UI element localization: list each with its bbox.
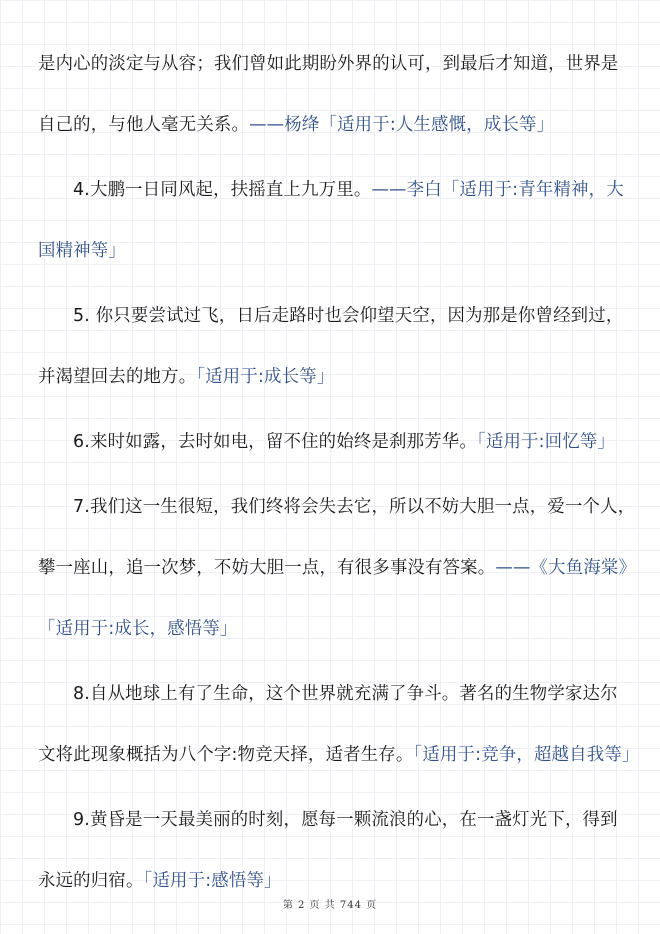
text-run: 4.大鹏一日同风起，扶摇直上九万里。 <box>73 180 372 200</box>
text-line <box>38 44 628 105</box>
text-run: 并渴望回去的地方。 <box>38 367 197 387</box>
text-line <box>38 800 628 861</box>
quote-paragraph <box>38 296 628 418</box>
source-annotation: ——杨绛「适用于:人生感慨，成长等」 <box>249 115 555 135</box>
text-run: 6.来时如露，去时如电，留不住的始终是刹那芳华。 <box>73 432 477 452</box>
text-run: 永远的归宿。 <box>38 871 144 891</box>
text-run: 5. 你只要尝试过飞，日后走路时也会仰望天空，因为那是你曾经到过， <box>73 306 624 326</box>
source-annotation: 「适用于:成长等」 <box>196 367 335 387</box>
text-run: 7.我们这一生很短，我们终将会失去它，所以不妨大胆一点，爱一个人， <box>73 497 636 517</box>
text-line <box>38 609 628 670</box>
text-run: 攀一座山，追一次梦，不妨大胆一点，有很多事没有答案。 <box>38 558 496 578</box>
source-annotation: ——李白「适用于:青年精神，大 <box>371 180 624 200</box>
text-line <box>38 231 628 292</box>
source-annotation: 「适用于:竞争，超越自我等」 <box>413 745 640 765</box>
document-body <box>38 44 640 926</box>
source-annotation: 「适用于:感悟等」 <box>143 871 282 891</box>
text-line <box>38 357 628 418</box>
source-annotation: 「适用于:回忆等」 <box>477 432 616 452</box>
quote-paragraph <box>38 170 628 292</box>
text-line <box>38 861 628 922</box>
text-line <box>38 487 636 548</box>
text-line <box>38 548 637 609</box>
quote-paragraph <box>38 674 640 796</box>
text-run: 9.黄昏是一天最美丽的时刻，愿每一颗流浪的心，在一盏灯光下，得到 <box>73 810 618 830</box>
quote-paragraph <box>38 487 637 670</box>
page-number-footer: 第 2 页 共 744 页 <box>282 900 378 911</box>
text-line <box>38 735 640 796</box>
text-line <box>38 170 628 231</box>
text-line <box>38 674 628 735</box>
source-annotation: ——《大鱼海棠》 <box>495 558 637 578</box>
quote-paragraph <box>38 422 628 483</box>
source-annotation: 国精神等」 <box>38 241 126 261</box>
source-annotation: 「适用于:成长，感悟等」 <box>38 619 238 639</box>
text-run: 是内心的淡定与从容；我们曾如此期盼外界的认可，到最后才知道，世界是 <box>38 54 619 74</box>
text-run: 文将此现象概括为八个字:物竞天择，适者生存。 <box>38 745 414 765</box>
text-line <box>38 296 628 357</box>
text-run: 8.自从地球上有了生命，这个世界就充满了争斗。著名的生物学家达尔 <box>73 684 618 704</box>
text-run: 自己的，与他人毫无关系。 <box>38 115 250 135</box>
text-line <box>38 105 628 166</box>
text-line <box>38 422 628 483</box>
quote-paragraph <box>38 44 628 166</box>
